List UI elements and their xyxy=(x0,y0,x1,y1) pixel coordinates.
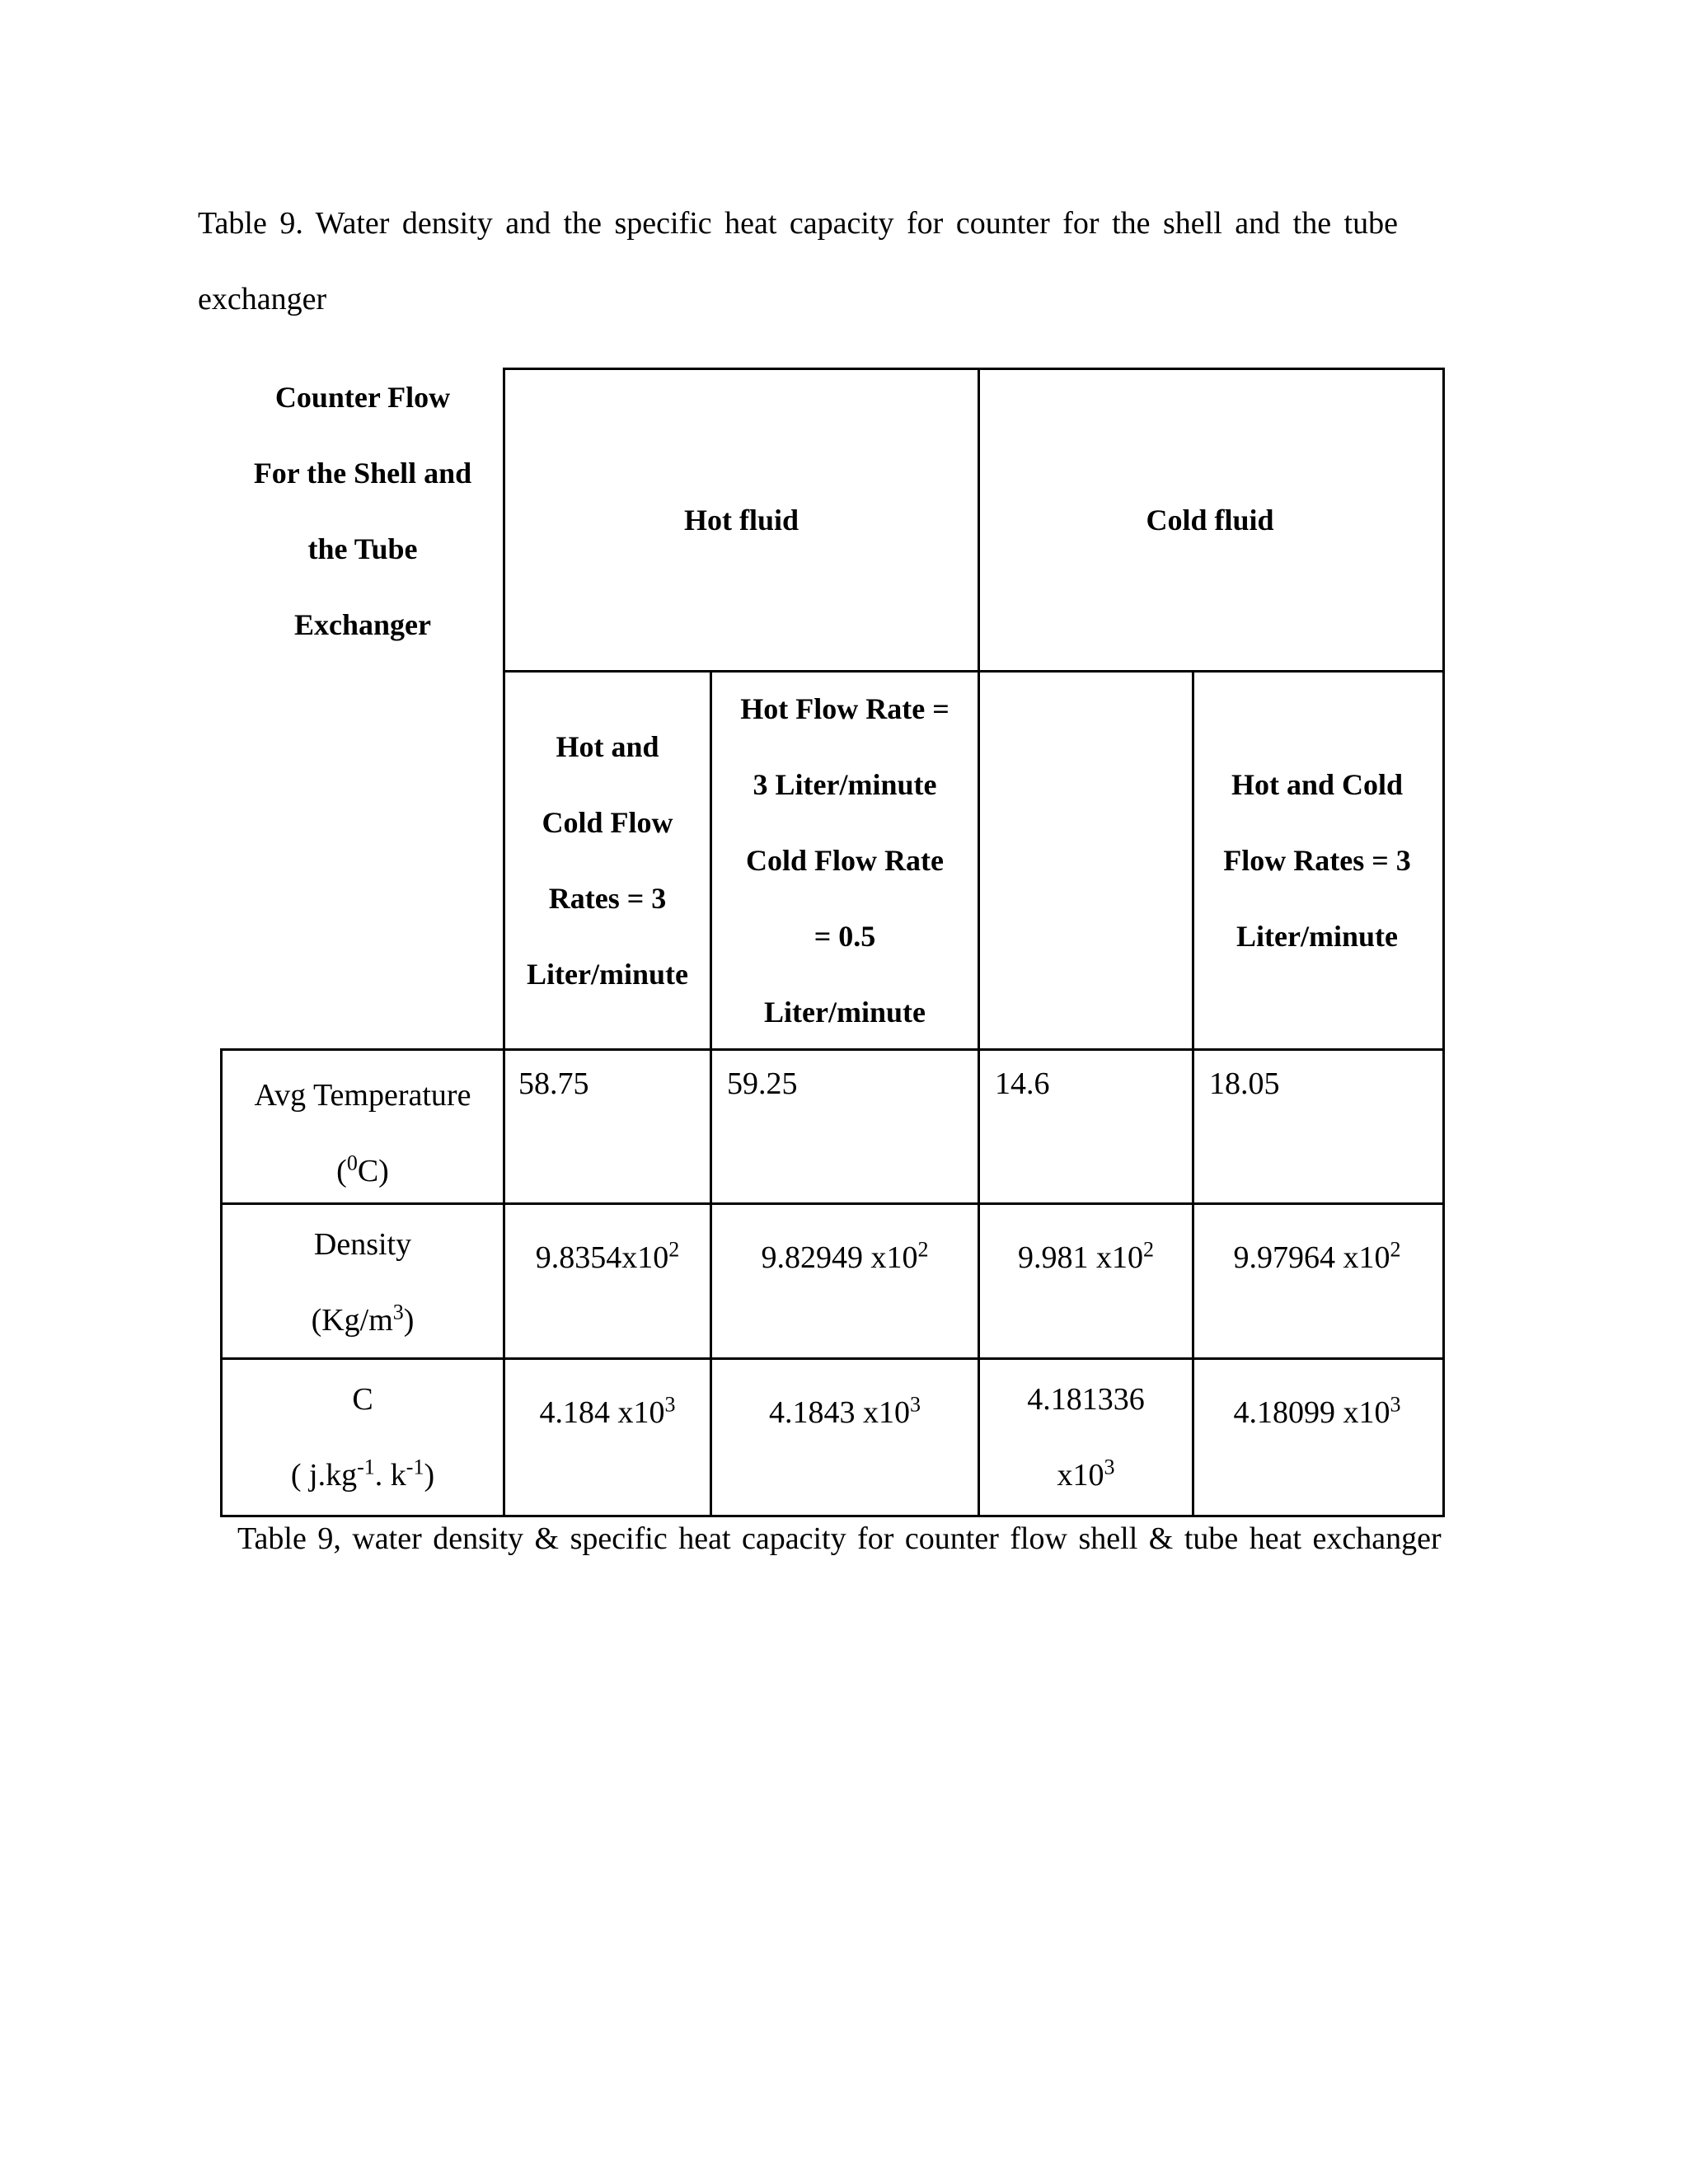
heat-capacity-hot-2: 4.1843 $x10^3$ xyxy=(769,1392,921,1430)
hot-fluid-header xyxy=(505,370,978,670)
cold-fluid-header xyxy=(980,370,1440,670)
corner-line: Exchanger xyxy=(294,608,431,641)
table-caption-bottom: Table 9, water density & specific heat capacity for counter flow shell & tube heat exchanger xyxy=(237,1521,1442,1556)
subheader-cold-1 xyxy=(980,673,1192,1048)
density-hot-1: $9.8354x10^2$ xyxy=(535,1237,680,1275)
temp-cold-2: 18.05 xyxy=(1209,1066,1280,1101)
hot-fluid-label: Hot fluid xyxy=(683,504,799,537)
subheader-hot-1: Hot and Cold Flow Rates = 3 Liter/minute xyxy=(527,730,688,991)
subheader-hot-2: Hot Flow Rate = 3 Liter/minute Cold Flow Rate = 0.5 Liter/minute xyxy=(740,692,950,1029)
heat-capacity-hot-1: 4.184 $x10^3$ xyxy=(539,1392,676,1430)
heat-capacity-cold-1: 4.181336 $x10^3$ xyxy=(1027,1382,1145,1493)
temp-hot-2: 59.25 xyxy=(727,1066,798,1101)
density-cold-2: 9.97964 $x10^2$ xyxy=(1233,1237,1401,1275)
header-corner xyxy=(223,350,503,672)
row-label-density: Density $(Kg/m^3)$ xyxy=(311,1227,415,1338)
corner-line: Counter Flow xyxy=(274,381,451,414)
cold-fluid-label: Cold fluid xyxy=(1146,504,1274,537)
density-hot-2: 9.82949 $x10^2$ xyxy=(761,1237,929,1275)
row-label-heat-capacity: C ( $j.kg^{-1}$. $k^{-1}$) xyxy=(290,1382,435,1493)
caption-line-1: Table 9. Water density and the specific heat capacity for counter for the shell and the tube xyxy=(198,206,1398,241)
corner-line: For the Shell and xyxy=(253,457,472,490)
subheader-cold-2: Hot and Cold Flow Rates = 3 Liter/minute xyxy=(1223,768,1411,953)
caption-line-2: exchanger xyxy=(198,282,327,316)
density-cold-1: 9.981 $x10^2$ xyxy=(1018,1237,1154,1275)
temp-hot-1: 58.75 xyxy=(518,1066,589,1101)
corner-line: the Tube xyxy=(307,532,418,565)
temp-cold-1: 14.6 xyxy=(995,1066,1050,1101)
row-label-temperature: Avg Temperature ($^0$C) xyxy=(254,1078,471,1188)
table-caption-top xyxy=(198,185,1409,337)
heat-capacity-cold-2: 4.18099 $x10^3$ xyxy=(1233,1392,1401,1430)
